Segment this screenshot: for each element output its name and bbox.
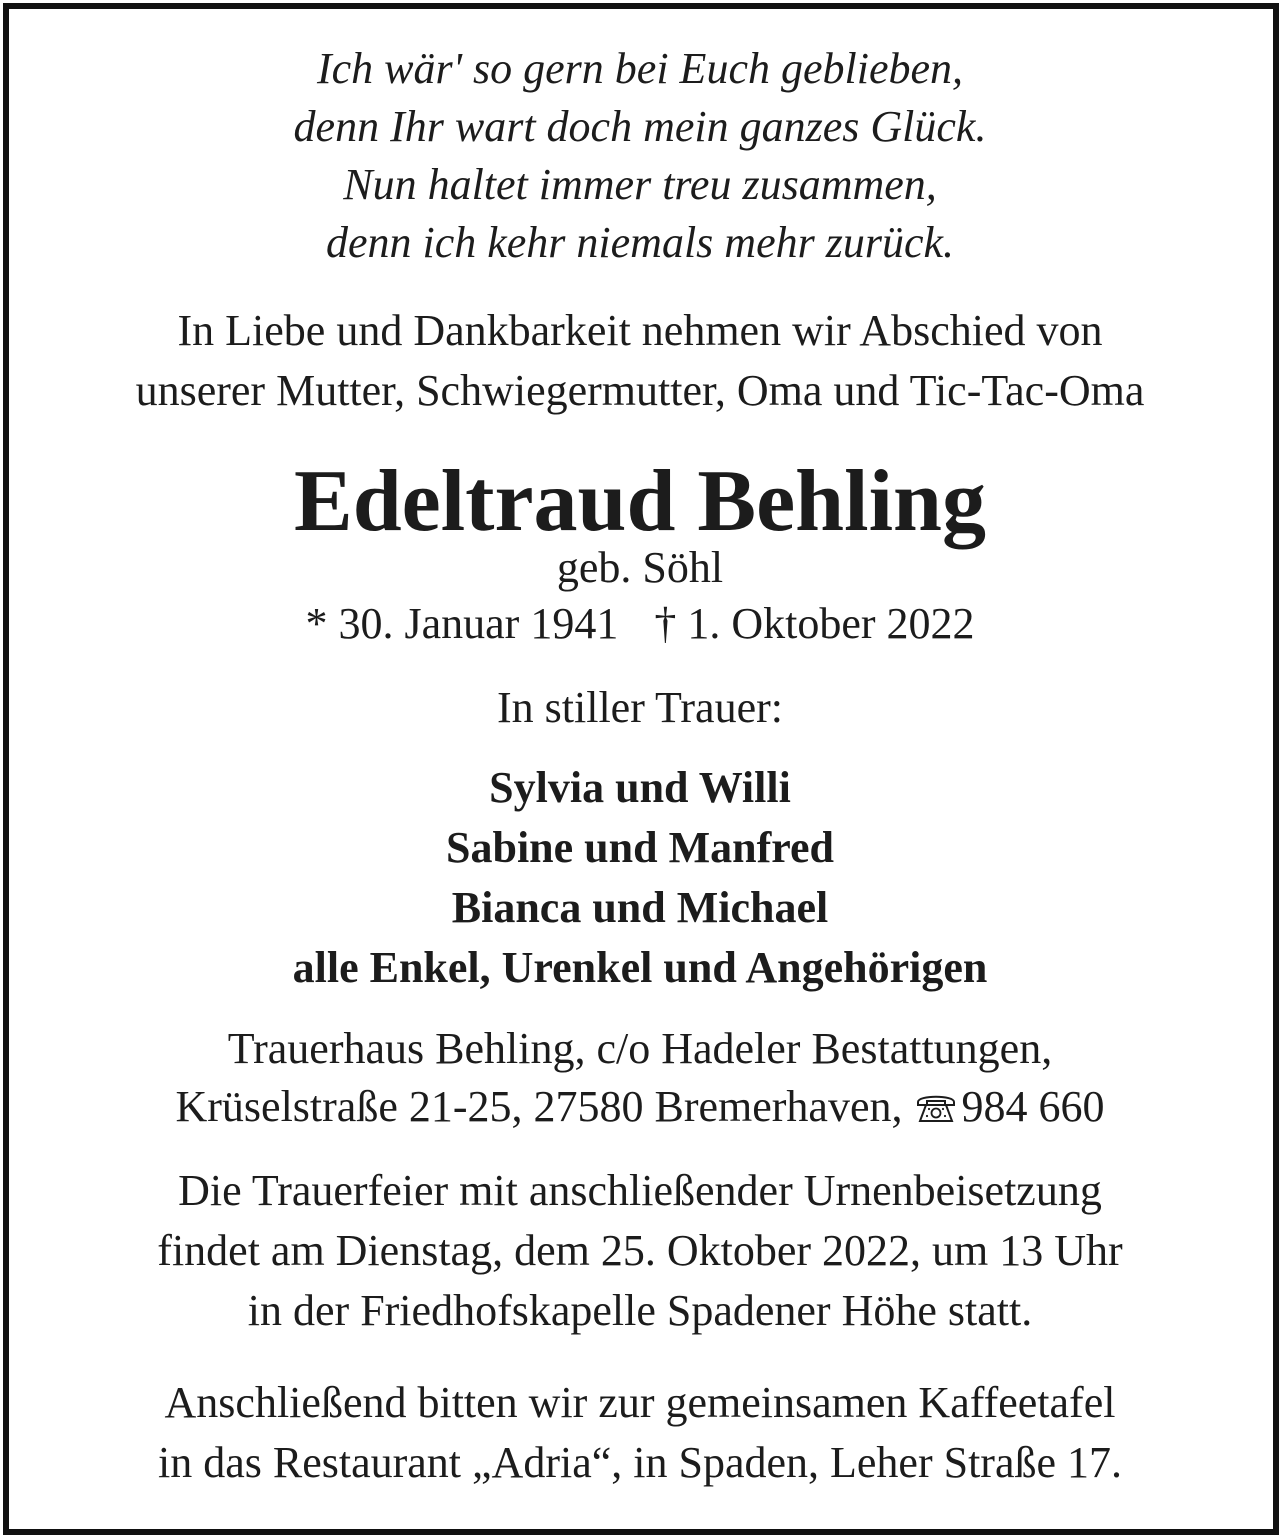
ceremony-info (0, 1161, 1280, 1341)
address-street: Krüselstraße 21-25, 27580 Bremerhaven, (175, 1082, 903, 1131)
mourner-entry: Sabine und Manfred (446, 823, 834, 872)
reception-info (0, 1373, 1280, 1493)
death-date: † 1. Oktober 2022 (654, 599, 975, 648)
ceremony-line: in der Friedhofskapelle Spadener Höhe statt. (247, 1286, 1033, 1335)
birth-name: geb. Söhl (556, 543, 724, 592)
mourning-label: In stiller Trauer: (497, 683, 783, 732)
mourners-list (0, 758, 1280, 998)
funeral-home-address (0, 1020, 1280, 1136)
reception-line: in das Restaurant „Adria“, in Spaden, Leher Straße 17. (157, 1438, 1123, 1487)
ceremony-line: findet am Dienstag, dem 25. Oktober 2022, um 13 Uhr (157, 1226, 1123, 1275)
mourner-entry: Bianca und Michael (451, 883, 829, 932)
address-line (0, 1078, 1280, 1136)
intro-line: unserer Mutter, Schwiegermutter, Oma und Tic-Tac-Oma (135, 366, 1145, 415)
poem-line: Ich wär' so gern bei Euch geblieben, (316, 44, 964, 93)
ceremony-line: Die Trauerfeier mit anschließender Urnenbeisetzung (178, 1166, 1102, 1215)
poem-line: denn ich kehr niemals mehr zurück. (325, 218, 955, 267)
address-line: Trauerhaus Behling, c/o Hadeler Bestattungen, (227, 1024, 1053, 1073)
birth-date: * 30. Januar 1941 (305, 599, 619, 648)
reception-line: Anschließend bitten wir zur gemeinsamen Kaffeetafel (164, 1378, 1116, 1427)
intro-line: In Liebe und Dankbarkeit nehmen wir Abschied von (177, 306, 1103, 355)
poem-line: Nun haltet immer treu zusammen, (343, 160, 937, 209)
mourner-entry: alle Enkel, Urenkel und Angehörigen (292, 943, 988, 992)
poem (0, 40, 1280, 272)
deceased-name: Edeltraud Behling (294, 453, 986, 550)
life-dates (0, 596, 1280, 652)
telephone-icon (914, 1090, 958, 1124)
farewell-intro (0, 301, 1280, 421)
mourner-entry: Sylvia und Willi (489, 763, 791, 812)
phone-number: 984 660 (961, 1082, 1105, 1131)
poem-line: denn Ihr wart doch mein ganzes Glück. (293, 102, 987, 151)
